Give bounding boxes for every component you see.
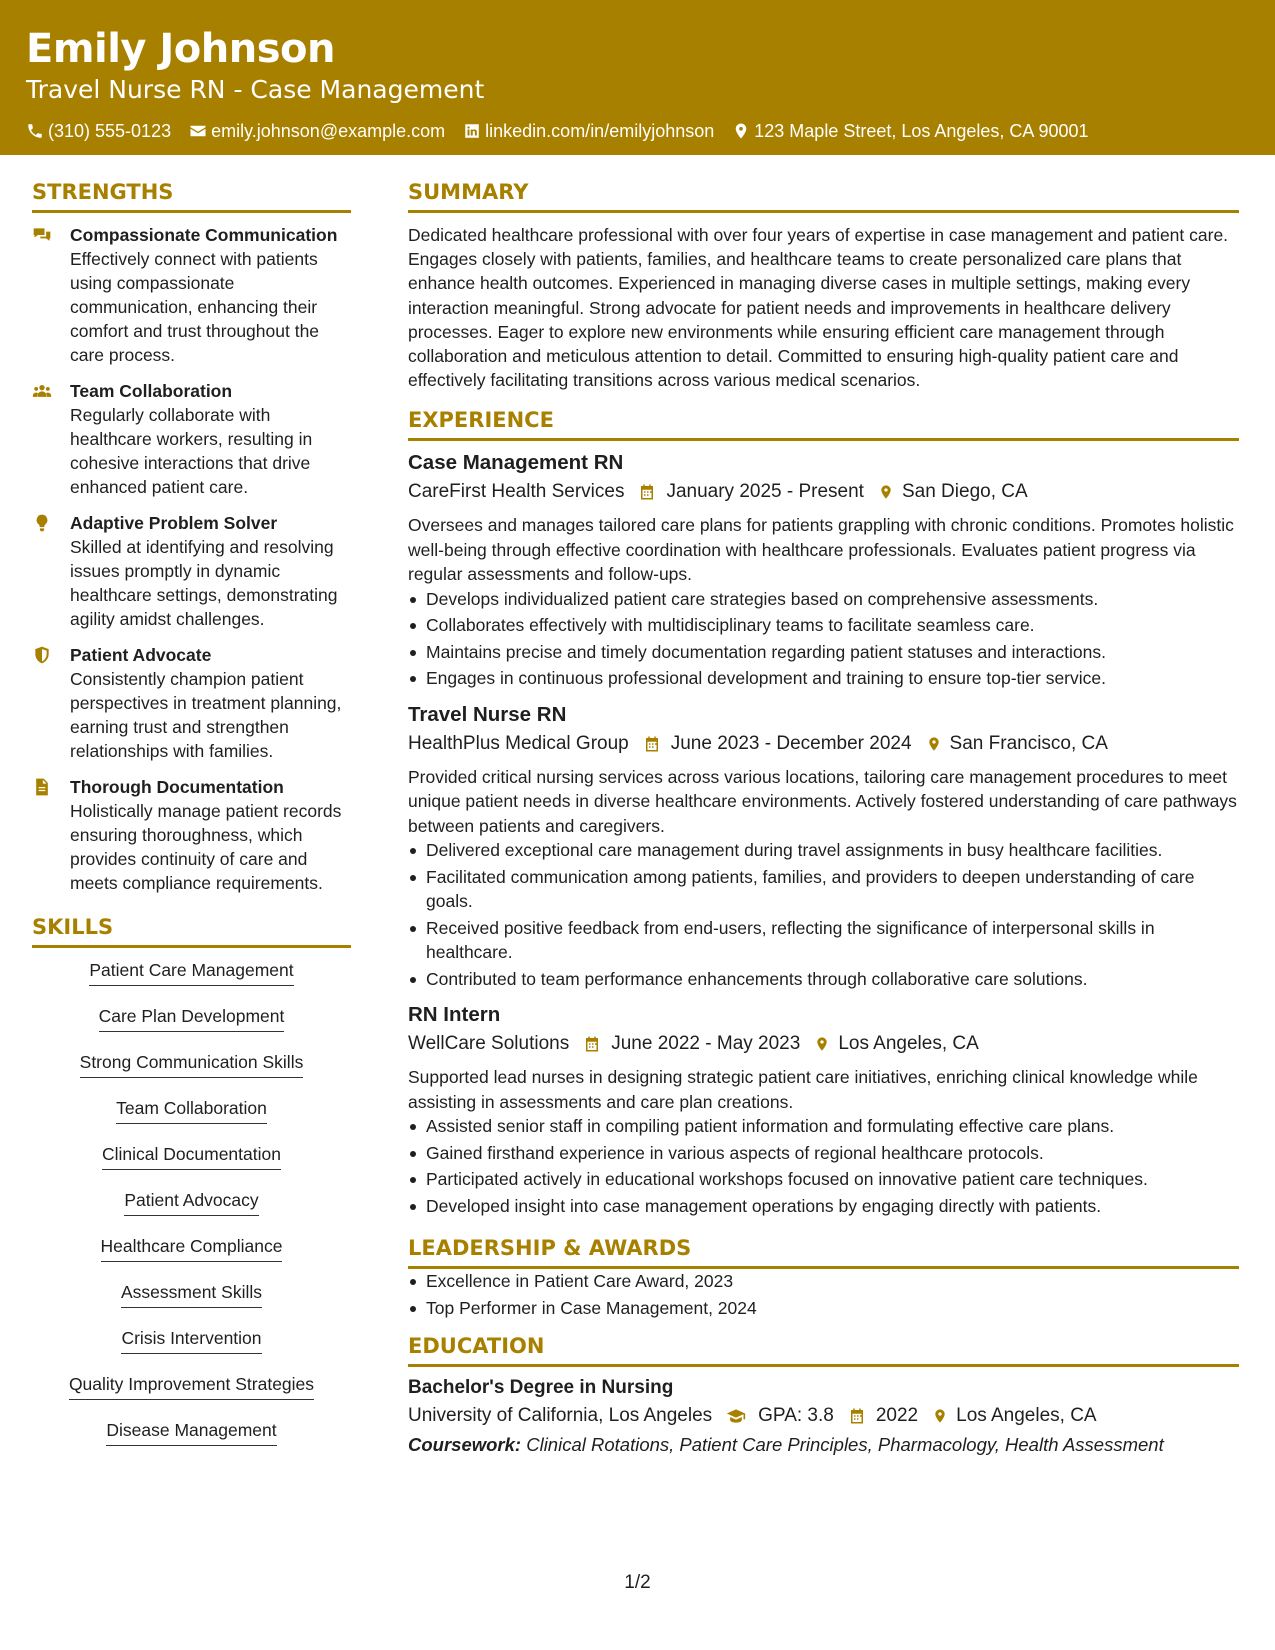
- skill-tag: Crisis Intervention: [121, 1326, 261, 1354]
- strength-desc: Consistently champion patient perspectives in treatment planning, earning trust and strengthen relationships with families.: [70, 669, 342, 761]
- list-item: Facilitated communication among patients, families, and providers to deepen understanding of care goals.: [408, 865, 1239, 914]
- job-description: Supported lead nurses in designing strategic patient care initiatives, enriching clinical knowledge while assisting in assessments and care plan creations.: [408, 1067, 1198, 1112]
- strength-title: Thorough Documentation: [70, 777, 284, 797]
- candidate-title: Travel Nurse RN - Case Management: [26, 75, 485, 104]
- education-location: Los Angeles, CA: [956, 1405, 1097, 1427]
- job-location: San Francisco, CA: [949, 732, 1108, 754]
- skill-tag: Healthcare Compliance: [101, 1234, 283, 1262]
- calendar-icon: [583, 1035, 601, 1053]
- location-pin-icon: [926, 735, 942, 753]
- strength-title: Adaptive Problem Solver: [70, 513, 278, 533]
- phone-icon: [26, 122, 44, 140]
- email-text: emily.johnson@example.com: [211, 121, 446, 141]
- strengths-heading: STRENGTHS: [32, 178, 351, 213]
- strength-item: [32, 775, 351, 895]
- list-item: Assisted senior staff in compiling patient information and formulating effective care plans.: [408, 1114, 1239, 1139]
- job-title: RN Intern: [408, 1003, 501, 1027]
- list-item: Top Performer in Case Management, 2024: [408, 1296, 1239, 1321]
- skills-list: [32, 958, 351, 1464]
- candidate-name: Emily Johnson: [26, 26, 336, 72]
- calendar-icon: [638, 483, 656, 501]
- graduation-year: 2022: [875, 1405, 919, 1427]
- envelope-icon: [189, 122, 207, 140]
- experience-heading: EXPERIENCE: [408, 406, 1239, 441]
- job-bullets: [408, 838, 1239, 991]
- address-text: 123 Maple Street, Los Angeles, CA 90001: [754, 121, 1089, 141]
- skill-tag: Patient Advocacy: [124, 1188, 258, 1216]
- leadership-heading: LEADERSHIP & AWARDS: [408, 1234, 1239, 1269]
- left-column: [32, 178, 351, 1464]
- job-entry: [408, 701, 1239, 992]
- job-entry: [408, 1001, 1239, 1218]
- coursework-label: Coursework:: [408, 1434, 522, 1456]
- strength-desc: Skilled at identifying and resolving issues promptly in dynamic healthcare settings, demonstrating agility amidst challenges.: [70, 537, 338, 629]
- job-meta: [408, 1029, 1239, 1059]
- job-title: Case Management RN: [408, 451, 624, 475]
- summary-heading: SUMMARY: [408, 178, 1239, 213]
- strength-title: Team Collaboration: [70, 381, 233, 401]
- job-bullets: [408, 587, 1239, 691]
- job-dates: June 2023 - December 2024: [670, 732, 912, 754]
- contact-bar: [26, 120, 1249, 142]
- users-icon: [32, 381, 52, 401]
- location-pin-icon: [814, 1035, 830, 1053]
- education-heading: EDUCATION: [408, 1332, 1239, 1367]
- strength-desc: Regularly collaborate with healthcare workers, resulting in cohesive interactions that drive enhanced patient care.: [70, 405, 313, 497]
- lightbulb-icon: [32, 513, 52, 533]
- strength-title: Patient Advocate: [70, 645, 212, 665]
- strength-item: [32, 379, 351, 499]
- job-meta: [408, 729, 1239, 759]
- strengths-list: [32, 223, 351, 895]
- job-company: WellCare Solutions: [408, 1033, 570, 1055]
- school-name: University of California, Los Angeles: [408, 1405, 713, 1427]
- job-location: Los Angeles, CA: [838, 1033, 979, 1055]
- contact-linkedin[interactable]: [463, 120, 714, 142]
- strength-desc: Effectively connect with patients using compassionate communication, enhancing their comfort and trust throughout the care process.: [70, 249, 320, 365]
- list-item: Contributed to team performance enhancements through collaborative care solutions.: [408, 967, 1239, 992]
- comments-icon: [32, 225, 52, 245]
- skill-tag: Disease Management: [106, 1418, 276, 1446]
- job-company: HealthPlus Medical Group: [408, 732, 629, 754]
- job-entry: [408, 449, 1239, 691]
- skill-tag: Team Collaboration: [116, 1096, 267, 1124]
- skill-tag: Patient Care Management: [89, 958, 293, 986]
- job-location: San Diego, CA: [901, 481, 1028, 503]
- location-pin-icon: [932, 1407, 948, 1425]
- contact-email[interactable]: [189, 120, 445, 142]
- list-item: Developed insight into case management operations by engaging directly with patients.: [408, 1194, 1239, 1219]
- strength-desc: Holistically manage patient records ensuring thoroughness, which provides continuity of care and meets compliance requirements.: [70, 801, 342, 893]
- linkedin-text: linkedin.com/in/emilyjohnson: [485, 121, 715, 141]
- job-title: Travel Nurse RN: [408, 702, 567, 726]
- list-item: Maintains precise and timely documentation regarding patient statuses and interactions.: [408, 640, 1239, 665]
- summary-text: Dedicated healthcare professional with over four years of expertise in case management and patient care. Engages closely with patients, families, and healthcare teams to create personalized care plans that enhance health outcomes. Experienced in managing diverse cases in multiple settings, making every interaction meaningful. Strong advocate for patient needs and improvements in healthcare delivery processes. Eager to explore new environments while ensuring efficient care management through collaboration and meticulous attention to detail. Committed to ensuring high-quality patient care and effectively facilitating transitions across various medical scenarios.: [408, 225, 1229, 391]
- skills-heading: SKILLS: [32, 913, 351, 948]
- list-item: Engages in continuous professional development and training to ensure top-tier service.: [408, 666, 1239, 691]
- linkedin-icon: [463, 122, 481, 140]
- contact-phone[interactable]: [26, 120, 171, 142]
- document-icon: [32, 777, 52, 797]
- skill-tag: Strong Communication Skills: [80, 1050, 304, 1078]
- shield-icon: [32, 645, 52, 665]
- location-pin-icon: [732, 122, 750, 140]
- job-company: CareFirst Health Services: [408, 481, 625, 503]
- calendar-icon: [848, 1407, 866, 1425]
- contact-address: [732, 120, 1088, 142]
- job-description: Oversees and manages tailored care plans for patients grappling with chronic conditions. Promotes holistic well-being through effective coordination with healthcare professionals. Evaluates patient progress via regular assessments and follow-ups.: [408, 515, 1234, 585]
- degree-title: Bachelor's Degree in Nursing: [408, 1377, 674, 1399]
- skill-tag: Care Plan Development: [99, 1004, 285, 1032]
- right-column: [408, 178, 1239, 1459]
- list-item: Received positive feedback from end-users, reflecting the significance of interpersonal skills in healthcare.: [408, 916, 1239, 965]
- resume-header: [0, 0, 1275, 155]
- skill-tag: Clinical Documentation: [102, 1142, 281, 1170]
- coursework: [408, 1431, 1239, 1459]
- list-item: Delivered exceptional care management during travel assignments in busy healthcare facilities.: [408, 838, 1239, 863]
- list-item: Collaborates effectively with multidisciplinary teams to facilitate seamless care.: [408, 613, 1239, 638]
- education-meta: [408, 1401, 1239, 1431]
- coursework-text: Clinical Rotations, Patient Care Principles, Pharmacology, Health Assessment: [526, 1434, 1164, 1456]
- strength-item: [32, 223, 351, 367]
- job-dates: June 2022 - May 2023: [611, 1033, 801, 1055]
- location-pin-icon: [878, 483, 894, 501]
- graduation-cap-icon: [724, 1406, 748, 1426]
- job-meta: [408, 477, 1239, 507]
- job-bullets: [408, 1114, 1239, 1218]
- skill-tag: Quality Improvement Strategies: [69, 1372, 314, 1400]
- strength-title: Compassionate Communication: [70, 225, 338, 245]
- list-item: Excellence in Patient Care Award, 2023: [408, 1269, 1239, 1294]
- gpa-text: GPA: 3.8: [758, 1405, 834, 1427]
- strength-item: [32, 511, 351, 631]
- calendar-icon: [643, 735, 661, 753]
- job-dates: January 2025 - Present: [666, 481, 864, 503]
- skill-tag: Assessment Skills: [121, 1280, 262, 1308]
- list-item: Participated actively in educational workshops focused on innovative patient care techniques.: [408, 1167, 1239, 1192]
- awards-list: [408, 1269, 1239, 1320]
- page-number: 1/2: [624, 1572, 651, 1593]
- strength-item: [32, 643, 351, 763]
- list-item: Develops individualized patient care strategies based on comprehensive assessments.: [408, 587, 1239, 612]
- list-item: Gained firsthand experience in various aspects of regional healthcare protocols.: [408, 1141, 1239, 1166]
- job-description: Provided critical nursing services across various locations, tailoring care management procedures to meet unique patient needs in diverse healthcare environments. Actively fostered understanding of care pathways between patients and caregivers.: [408, 766, 1237, 836]
- phone-text: (310) 555-0123: [48, 121, 172, 141]
